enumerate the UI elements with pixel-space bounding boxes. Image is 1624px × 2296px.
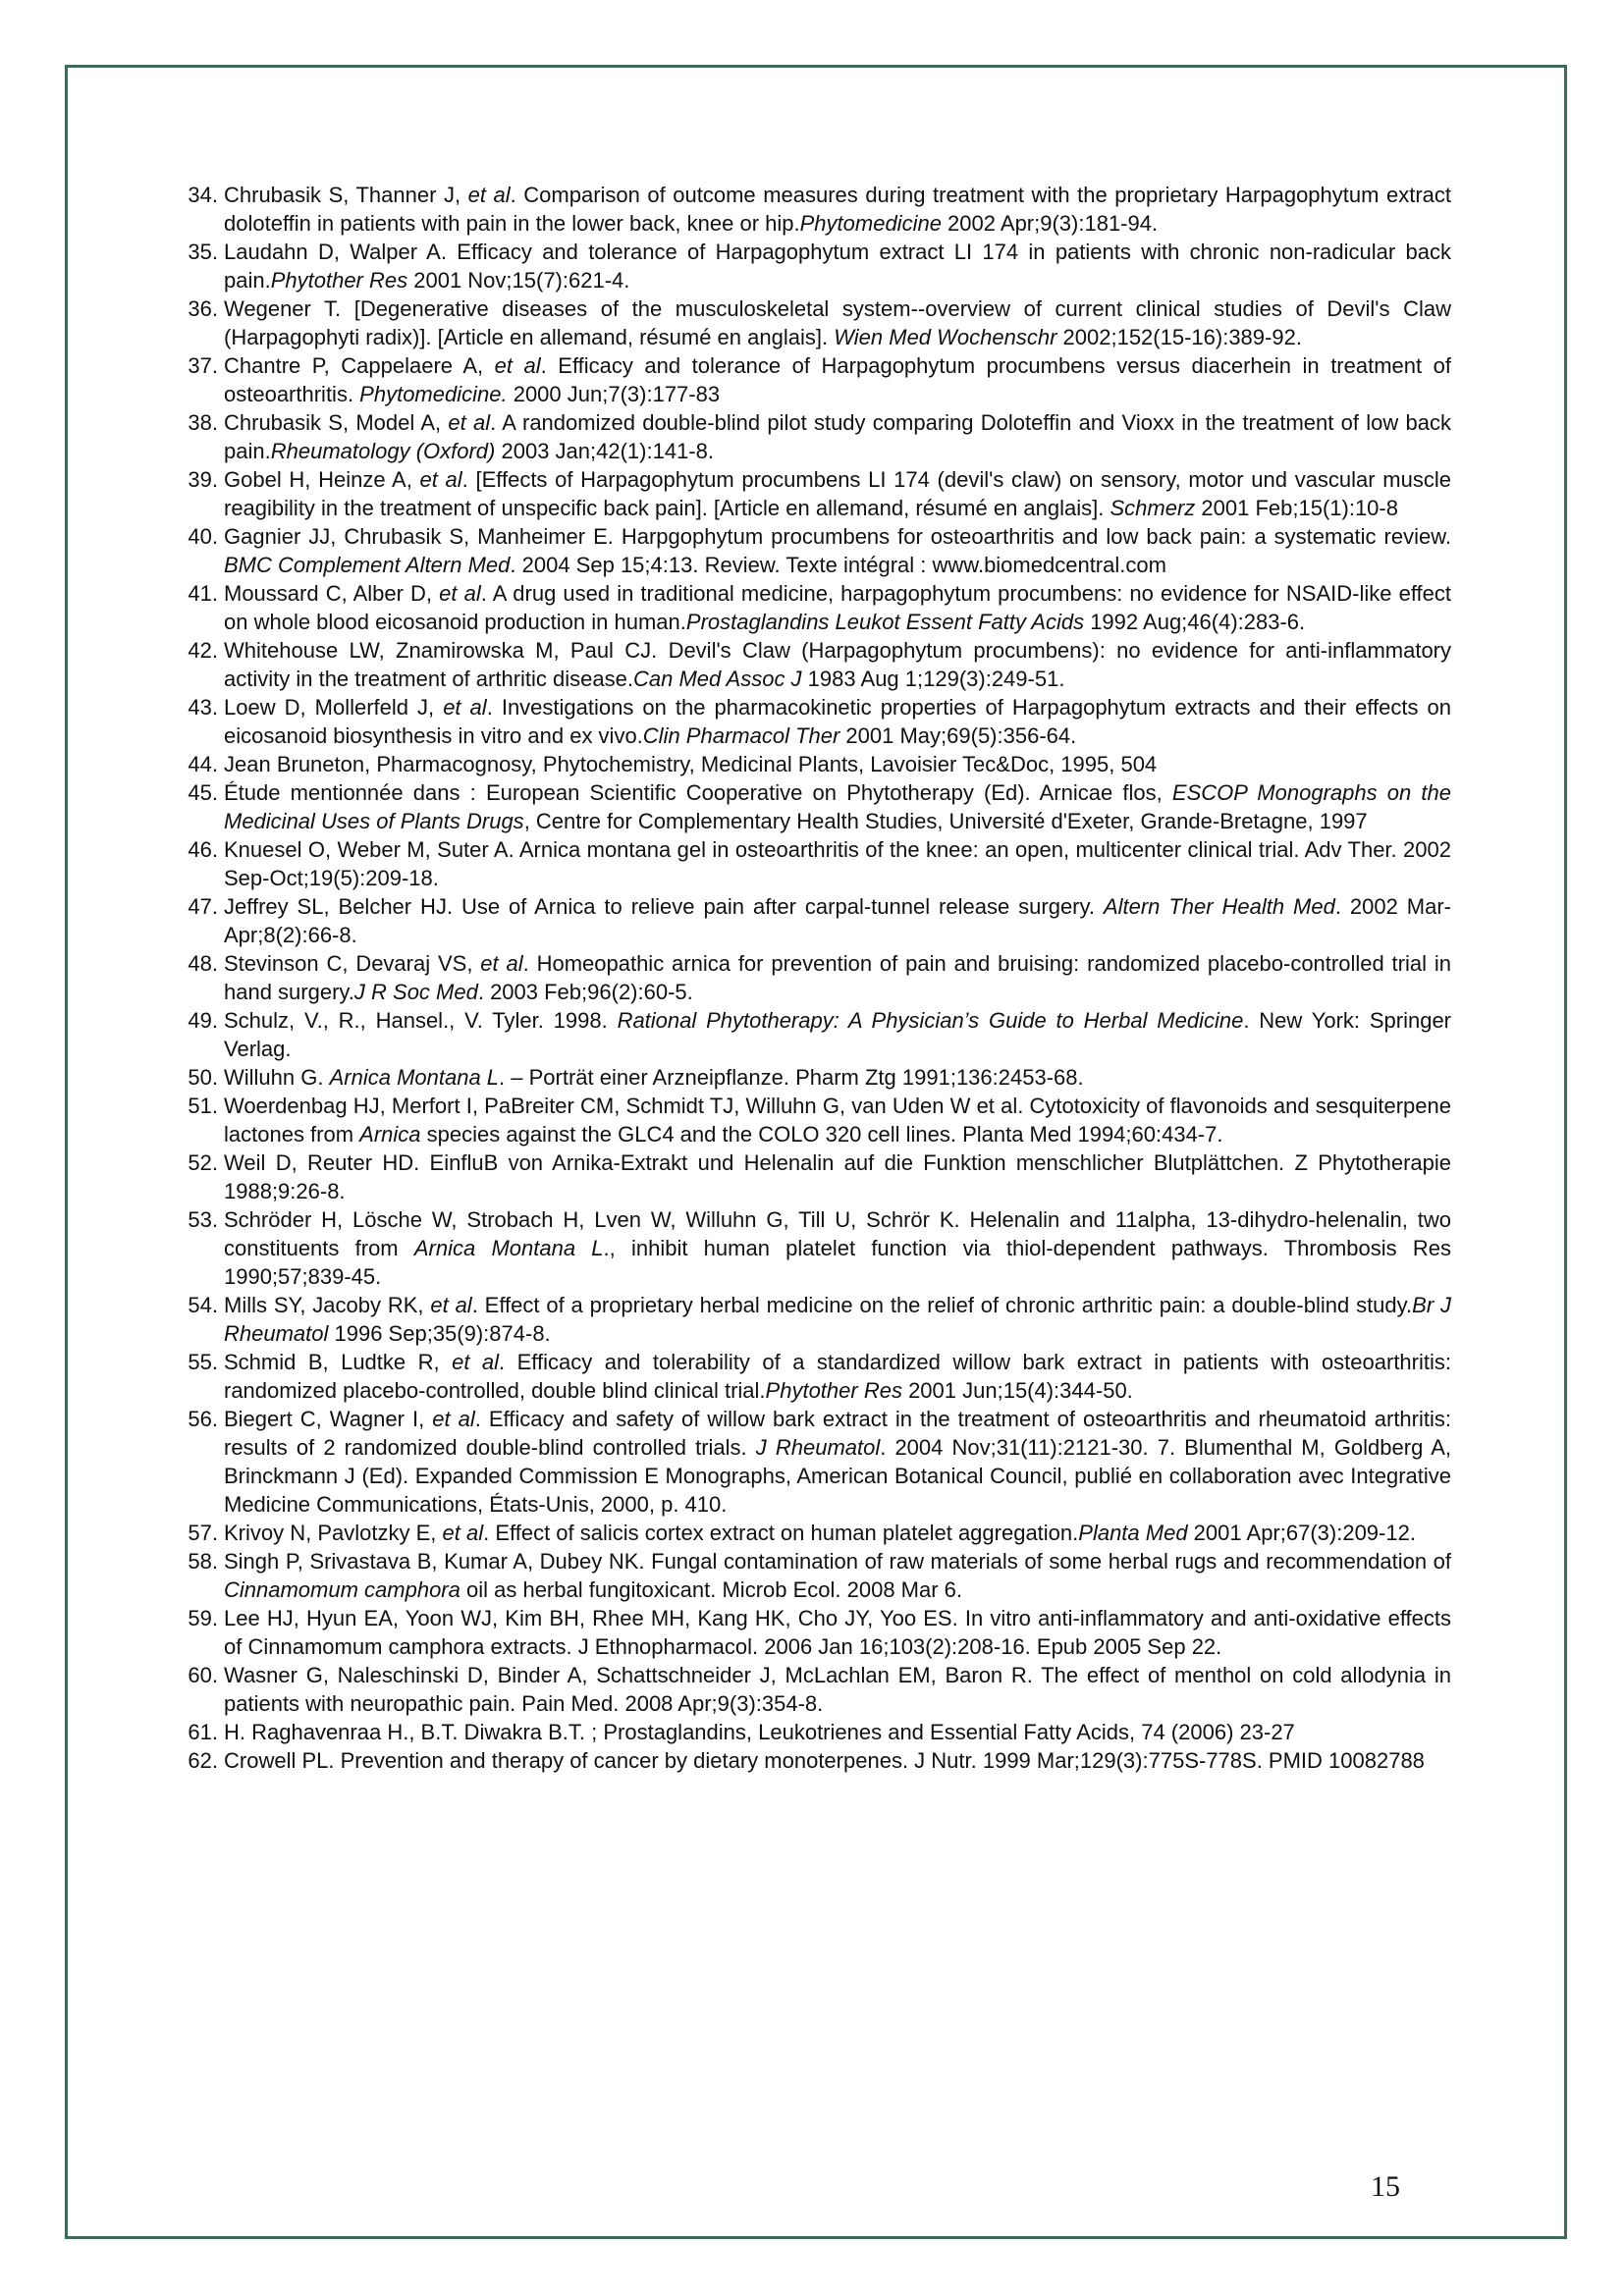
- page-number: 15: [1371, 2170, 1400, 2203]
- reference-number: 62.: [188, 1748, 218, 1773]
- reference-number: 57.: [188, 1521, 218, 1545]
- reference-number: 50.: [188, 1065, 218, 1090]
- reference-item: 46. Knuesel O, Weber M, Suter A. Arnica montana gel in osteoarthritis of the knee: an open, multicenter clinical trial. Adv Ther. 2002 Sep-Oct;19(5):209-18.: [175, 835, 1451, 892]
- reference-number: 39.: [188, 467, 218, 492]
- reference-number: 42.: [188, 638, 218, 663]
- reference-number: 60.: [188, 1663, 218, 1687]
- reference-item: 59. Lee HJ, Hyun EA, Yoon WJ, Kim BH, Rhee MH, Kang HK, Cho JY, Yoo ES. In vitro anti-inflammatory and anti-oxidative effects of Cinnamomum camphora extracts. J Ethnopharmacol. 2006 Jan 16;103(2):208-16. Epub 2005 Sep 22.: [175, 1604, 1451, 1661]
- reference-item: 36. Wegener T. [Degenerative diseases of the musculoskeletal system--overview of current clinical studies of Devil's Claw (Harpagophyti radix)]. [Article en allemand, résumé en anglais]. Wien Med Wochenschr 2002;152(15-16):389-92.: [175, 294, 1451, 351]
- reference-item: 43. Loew D, Mollerfeld J, et al. Investigations on the pharmacokinetic properties of Harpagophytum extracts and their effects on eicosanoid biosynthesis in vitro and ex vivo.Clin Pharmacol Ther 2001 May;69(5):356-64.: [175, 693, 1451, 750]
- reference-item: 47. Jeffrey SL, Belcher HJ. Use of Arnica to relieve pain after carpal-tunnel release surgery. Altern Ther Health Med. 2002 Mar-Apr;8(2):66-8.: [175, 892, 1451, 949]
- reference-item: 55. Schmid B, Ludtke R, et al. Efficacy and tolerability of a standardized willow bark extract in patients with osteoarthritis: randomized placebo-controlled, double blind clinical trial.Phytother Res 2001 Jun;15(4):344-50.: [175, 1348, 1451, 1405]
- reference-number: 48.: [188, 951, 218, 976]
- reference-item: 40. Gagnier JJ, Chrubasik S, Manheimer E. Harpgophytum procumbens for osteoarthritis and low back pain: a systematic review. BMC Complement Altern Med. 2004 Sep 15;4:13. Review. Texte intégral : www.biomedcentral.com: [175, 522, 1451, 579]
- reference-item: 58. Singh P, Srivastava B, Kumar A, Dubey NK. Fungal contamination of raw materials of some herbal rugs and recommendation of Cinnamomum camphora oil as herbal fungitoxicant. Microb Ecol. 2008 Mar 6.: [175, 1547, 1451, 1604]
- reference-number: 35.: [188, 240, 218, 264]
- reference-number: 46.: [188, 837, 218, 862]
- reference-number: 37.: [188, 353, 218, 378]
- reference-item: 42. Whitehouse LW, Znamirowska M, Paul CJ. Devil's Claw (Harpagophytum procumbens): no evidence for anti-inflammatory activity in the treatment of arthritic disease.Can Med Assoc J 1983 Aug 1;129(3):249-51.: [175, 636, 1451, 693]
- reference-number: 40.: [188, 524, 218, 549]
- reference-number: 34.: [188, 183, 218, 207]
- reference-item: 49. Schulz, V., R., Hansel., V. Tyler. 1998. Rational Phytotherapy: A Physician’s Guide to Herbal Medicine. New York: Springer Verlag.: [175, 1006, 1451, 1063]
- reference-number: 49.: [188, 1008, 218, 1033]
- reference-item: 51. Woerdenbag HJ, Merfort I, PaBreiter CM, Schmidt TJ, Willuhn G, van Uden W et al. Cytotoxicity of flavonoids and sesquiterpene lactones from Arnica species against the GLC4 and the COLO 320 cell lines. Planta Med 1994;60:434-7.: [175, 1092, 1451, 1148]
- reference-number: 61.: [188, 1720, 218, 1744]
- reference-item: 39. Gobel H, Heinze A, et al. [Effects of Harpagophytum procumbens LI 174 (devil's claw) on sensory, motor und vascular muscle reagibility in the treatment of unspecific back pain]. [Article en allemand, résumé en anglais]. Schmerz 2001 Feb;15(1):10-8: [175, 465, 1451, 522]
- reference-item: 52. Weil D, Reuter HD. EinfluB von Arnika-Extrakt und Helenalin auf die Funktion menschlicher Blutplättchen. Z Phytotherapie 1988;9:26-8.: [175, 1148, 1451, 1205]
- reference-item: 61. H. Raghavenraa H., B.T. Diwakra B.T. ; Prostaglandins, Leukotrienes and Essential Fatty Acids, 74 (2006) 23-27: [175, 1718, 1451, 1746]
- reference-number: 43.: [188, 695, 218, 720]
- reference-number: 58.: [188, 1549, 218, 1574]
- reference-item: 53. Schröder H, Lösche W, Strobach H, Lven W, Willuhn G, Till U, Schrör K. Helenalin and 11alpha, 13-dihydro-helenalin, two constituents from Arnica Montana L., inhibit human platelet function via thiol-dependent pathways. Thrombosis Res 1990;57;839-45.: [175, 1205, 1451, 1291]
- reference-number: 38.: [188, 410, 218, 435]
- reference-number: 55.: [188, 1350, 218, 1374]
- reference-list: [175, 181, 1451, 1775]
- reference-number: 54.: [188, 1293, 218, 1317]
- reference-item: 37. Chantre P, Cappelaere A, et al. Efficacy and tolerance of Harpagophytum procumbens versus diacerhein in treatment of osteoarthritis. Phytomedicine. 2000 Jun;7(3):177-83: [175, 351, 1451, 408]
- reference-item: 45. Étude mentionnée dans : European Scientific Cooperative on Phytotherapy (Ed). Arnicae flos, ESCOP Monographs on the Medicinal Uses of Plants Drugs, Centre for Complementary Health Studies, Université d'Exeter, Grande-Bretagne, 1997: [175, 778, 1451, 835]
- reference-item: 56. Biegert C, Wagner I, et al. Efficacy and safety of willow bark extract in the treatment of osteoarthritis and rheumatoid arthritis: results of 2 randomized double-blind controlled trials. J Rheumatol. 2004 Nov;31(11):2121-30. 7. Blumenthal M, Goldberg A, Brinckmann J (Ed). Expanded Commission E Monographs, American Botanical Council, publié en collaboration avec Integrative Medicine Communications, États-Unis, 2000, p. 410.: [175, 1405, 1451, 1519]
- reference-number: 51.: [188, 1094, 218, 1118]
- reference-item: 34. Chrubasik S, Thanner J, et al. Comparison of outcome measures during treatment with the proprietary Harpagophytum extract doloteffin in patients with pain in the lower back, knee or hip.Phytomedicine 2002 Apr;9(3):181-94.: [175, 181, 1451, 238]
- reference-item: 57. Krivoy N, Pavlotzky E, et al. Effect of salicis cortex extract on human platelet aggregation.Planta Med 2001 Apr;67(3):209-12.: [175, 1519, 1451, 1547]
- reference-number: 44.: [188, 752, 218, 776]
- reference-number: 47.: [188, 894, 218, 919]
- reference-item: 60. Wasner G, Naleschinski D, Binder A, Schattschneider J, McLachlan EM, Baron R. The effect of menthol on cold allodynia in patients with neuropathic pain. Pain Med. 2008 Apr;9(3):354-8.: [175, 1661, 1451, 1718]
- reference-number: 36.: [188, 296, 218, 321]
- reference-item: 38. Chrubasik S, Model A, et al. A randomized double-blind pilot study comparing Doloteffin and Vioxx in the treatment of low back pain.Rheumatology (Oxford) 2003 Jan;42(1):141-8.: [175, 408, 1451, 465]
- reference-number: 41.: [188, 581, 218, 606]
- reference-item: 62. Crowell PL. Prevention and therapy of cancer by dietary monoterpenes. J Nutr. 1999 Mar;129(3):775S-778S. PMID 10082788: [175, 1746, 1451, 1775]
- reference-number: 59.: [188, 1606, 218, 1630]
- reference-item: 54. Mills SY, Jacoby RK, et al. Effect of a proprietary herbal medicine on the relief of chronic arthritic pain: a double-blind study.Br J Rheumatol 1996 Sep;35(9):874-8.: [175, 1291, 1451, 1348]
- reference-number: 52.: [188, 1150, 218, 1175]
- reference-item: 44. Jean Bruneton, Pharmacognosy, Phytochemistry, Medicinal Plants, Lavoisier Tec&Doc, 1995, 504: [175, 750, 1451, 778]
- reference-item: 48. Stevinson C, Devaraj VS, et al. Homeopathic arnica for prevention of pain and bruising: randomized placebo-controlled trial in hand surgery.J R Soc Med. 2003 Feb;96(2):60-5.: [175, 949, 1451, 1006]
- reference-number: 53.: [188, 1207, 218, 1232]
- reference-item: 35. Laudahn D, Walper A. Efficacy and tolerance of Harpagophytum extract LI 174 in patients with chronic non-radicular back pain.Phytother Res 2001 Nov;15(7):621-4.: [175, 238, 1451, 294]
- reference-item: 41. Moussard C, Alber D, et al. A drug used in traditional medicine, harpagophytum procumbens: no evidence for NSAID-like effect on whole blood eicosanoid production in human.Prostaglandins Leukot Essent Fatty Acids 1992 Aug;46(4):283-6.: [175, 579, 1451, 636]
- reference-number: 56.: [188, 1407, 218, 1431]
- reference-item: 50. Willuhn G. Arnica Montana L. – Porträt einer Arzneipflanze. Pharm Ztg 1991;136:2453-68.: [175, 1063, 1451, 1092]
- reference-number: 45.: [188, 780, 218, 805]
